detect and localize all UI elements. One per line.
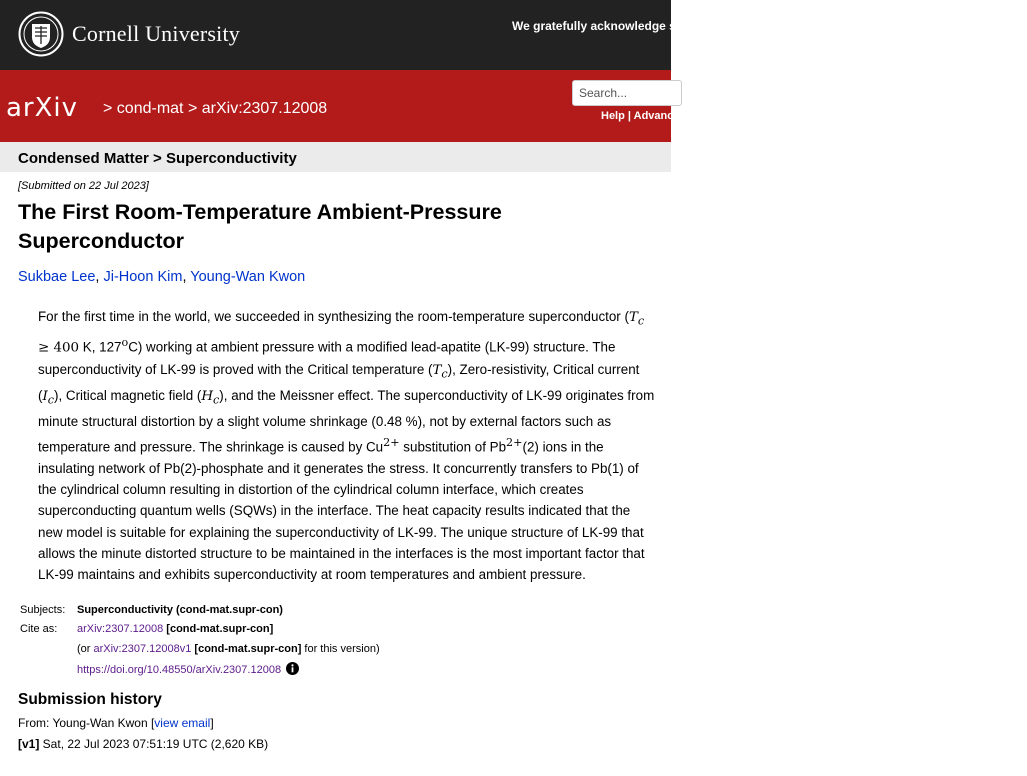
author-link[interactable]: Sukbae Lee <box>18 269 96 285</box>
help-sep: | <box>624 110 634 122</box>
math-sub: c <box>47 393 55 407</box>
math-sub: c <box>213 393 220 407</box>
math-var: T <box>628 310 638 325</box>
submission-history-title: Submission history <box>18 691 162 708</box>
author-sep: , <box>95 269 104 285</box>
math-var: T <box>432 362 442 378</box>
abstract-text: substitution of Pb <box>399 439 507 455</box>
math-tc <box>432 362 448 381</box>
abstract-text: (2) ions in the insulating network of Pb(2)-phosphate and it generates the stress. It concurrently transfers to Pb(1) of the cylindrical column resulting in distortion of the cylindrical column interface, which creates superconducting quantum wells (SQWs) in the interface. The heat capacity results indicated that the new model is suitable for explaining the superconductivity of LK-99. The unique structure of LK-99 that allows the minute distorted structure to be maintained in the interfaces is the most important factor that LK-99 maintains and exhibits superconductivity at room temperatures and ambient pressure. <box>38 439 645 583</box>
abstract-text: C) working at ambient pressure with a modified lead-apatite (LK-99) structure. The superconductivity of LK-99 is proved with the Critical temperature ( <box>38 339 616 377</box>
cornell-name: Cornell University <box>72 21 240 46</box>
help-links <box>601 110 726 122</box>
submitted-date: [Submitted on 22 Jul 2023] <box>18 180 149 192</box>
arxiv-header <box>0 70 671 142</box>
abstract-text: For the first time in the world, we succeeded in synthesizing the room-temperature superconductor ( <box>38 309 629 324</box>
paper-title: The First Room-Temperature Ambient-Pressure Superconductor <box>18 200 502 253</box>
doi-value <box>77 662 299 676</box>
math-ge: ≥ <box>38 340 54 356</box>
abstract-text: ), Critical magnetic field ( <box>54 387 202 403</box>
breadcrumb <box>103 100 327 118</box>
version-id-link[interactable]: arXiv:2307.12008v1 <box>93 643 192 655</box>
math-sub: c <box>441 367 448 381</box>
math-var: H <box>201 388 214 404</box>
acknowledge-text: We gratefully acknowledge support from the Simons Foundation and member institutions. <box>512 19 1027 33</box>
version-v1 <box>18 737 268 751</box>
breadcrumb-section[interactable]: cond-mat <box>116 100 184 117</box>
submission-from <box>18 716 214 730</box>
version-v1-label[interactable]: [v1] <box>18 737 40 751</box>
author-link[interactable]: Ji-Hoon Kim <box>103 269 183 285</box>
math-sup: 2+ <box>383 435 400 449</box>
from-prefix: From: Young-Wan Kwon [ <box>18 716 155 730</box>
subjects-label: Subjects: <box>20 604 66 616</box>
cornell-bar <box>0 0 1027 70</box>
search-input[interactable] <box>572 80 682 106</box>
abstract-text: K, 127 <box>79 339 122 355</box>
breadcrumb-id: arXiv:2307.12008 <box>201 100 328 117</box>
view-email-link[interactable]: view email <box>154 716 211 730</box>
help-link[interactable]: Help <box>601 110 625 122</box>
abstract-text: ), Zero-resistivity, Critical current ( <box>38 361 640 403</box>
breadcrumb-sep: > <box>103 100 117 117</box>
info-icon[interactable] <box>286 662 299 675</box>
math-temp: 400 <box>53 340 80 356</box>
version-prefix: (or <box>77 643 94 655</box>
arxiv-logo[interactable] <box>6 91 100 123</box>
cite-label: Cite as: <box>20 623 58 635</box>
subjects-value: Superconductivity (cond-mat.supr-con) <box>77 604 283 616</box>
abstract-text: ), and the Meissner effect. The superconductivity of LK-99 originates from minute structural distortion by a slight volume shrinkage (0.48 %), not by external factors such as temperature and pressure. The shrinkage is caused by Cu <box>38 387 655 455</box>
from-suffix: ] <box>210 716 214 730</box>
breadcrumb-sep: > <box>183 100 202 117</box>
math-hc <box>201 388 220 407</box>
math-ic <box>42 388 55 407</box>
cite-value <box>77 623 273 635</box>
author-sep: , <box>182 269 191 285</box>
arxiv-logo-text: arXiv <box>6 93 79 123</box>
cornell-seal-icon <box>18 11 64 57</box>
version-v1-text: Sat, 22 Jul 2023 07:51:19 UTC (2,620 KB) <box>39 737 269 751</box>
version-suffix: for this version) <box>301 643 380 655</box>
version-category: [cond-mat.supr-con] <box>191 643 302 655</box>
math-sup: 2+ <box>506 435 523 449</box>
advanced-search-link[interactable]: Advanced Search <box>633 110 726 122</box>
author-link[interactable]: Young-Wan Kwon <box>190 269 306 285</box>
author-list <box>18 269 305 285</box>
abstract <box>38 306 656 586</box>
math-sub: c <box>637 314 645 328</box>
subject-title: Condensed Matter > Superconductivity <box>18 150 297 167</box>
math-var: I <box>42 388 48 404</box>
cornell-logo[interactable] <box>18 11 240 57</box>
cite-id-link[interactable]: arXiv:2307.12008 <box>77 623 164 635</box>
math-tc <box>628 310 645 328</box>
version-value <box>77 643 380 655</box>
doi-link[interactable]: https://doi.org/10.48550/arXiv.2307.12008 <box>77 664 282 676</box>
math-sup: o <box>121 335 129 349</box>
cite-category: [cond-mat.supr-con] <box>163 623 274 635</box>
